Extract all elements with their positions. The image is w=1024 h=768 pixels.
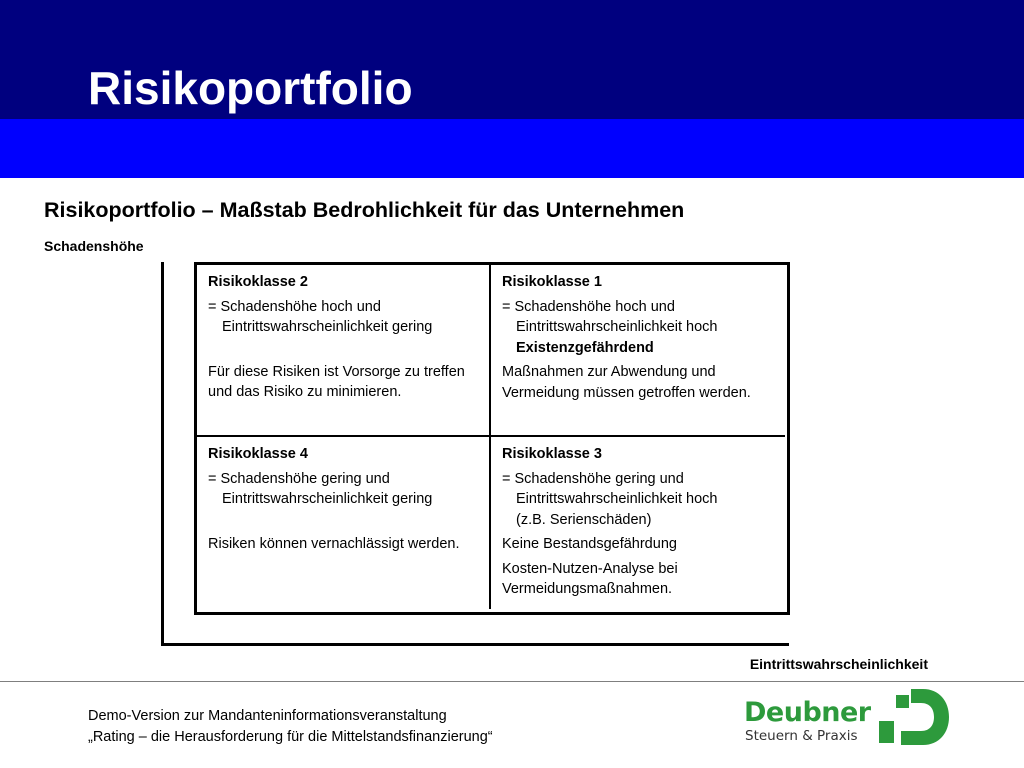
- risk-class-definition-cont: Eintrittswahrscheinlichkeit gering: [222, 491, 433, 507]
- logo-tagline: Steuern & Praxis: [745, 728, 858, 744]
- risk-class-1-cell: [491, 265, 785, 437]
- risk-class-definition-cont: Eintrittswahrscheinlichkeit gering: [222, 319, 433, 335]
- risk-class-title: Risikoklasse 4: [208, 446, 308, 462]
- deubner-logo: [744, 688, 954, 750]
- y-axis-label: Schadenshöhe: [44, 238, 144, 254]
- footer-divider: [0, 681, 1024, 682]
- x-axis-label: Eintrittswahrscheinlichkeit: [749, 656, 928, 672]
- risk-class-definition: = Schadenshöhe gering und: [208, 470, 390, 487]
- risk-class-description: Risiken können vernachlässigt werden.: [208, 535, 460, 552]
- risk-class-2-cell: [197, 265, 491, 437]
- risk-class-definition-cont: Eintrittswahrscheinlichkeit hoch: [516, 491, 718, 507]
- risk-class-example: (z.B. Serienschäden): [516, 511, 652, 528]
- risk-class-definition: = Schadenshöhe hoch und: [208, 298, 381, 315]
- risk-class-definition: = Schadenshöhe hoch und: [502, 298, 675, 315]
- risk-matrix: [194, 262, 790, 615]
- footer-text: [88, 706, 493, 748]
- footer-line-2: „Rating – die Herausforderung für die Mittelstandsfinanzierung“: [88, 729, 493, 745]
- footer-line-1: Demo-Version zur Mandanteninformationsveranstaltung: [88, 708, 447, 724]
- x-axis-line: [161, 643, 789, 646]
- header-accent-band: [0, 119, 1024, 178]
- slide-title: Risikoportfolio: [88, 62, 413, 114]
- risk-class-description: Keine Bestandsgefährdung: [502, 536, 677, 552]
- risk-class-description: Maßnahmen zur Abwendung und Vermeidung müssen getroffen werden.: [502, 364, 751, 401]
- logo-d-icon: [879, 689, 949, 745]
- slide-subtitle: Risikoportfolio – Maßstab Bedrohlichkeit für das Unternehmen: [44, 198, 685, 222]
- risk-class-4-cell: [197, 437, 491, 609]
- risk-class-title: Risikoklasse 1: [502, 274, 602, 290]
- risk-class-title: Risikoklasse 2: [208, 274, 308, 290]
- risk-class-emphasis: Existenzgefährdend: [516, 339, 654, 356]
- y-axis-line: [161, 262, 164, 646]
- risk-class-title: Risikoklasse 3: [502, 446, 602, 462]
- risk-class-3-cell: [491, 437, 785, 609]
- risk-class-description-2: Kosten-Nutzen-Analyse bei Vermeidungsmaßnahmen.: [502, 560, 678, 597]
- risk-class-description: Für diese Risiken ist Vorsorge zu treffen und das Risiko zu minimieren.: [208, 363, 465, 400]
- logo-wordmark: Deubner: [744, 697, 871, 728]
- risk-class-definition-cont: Eintrittswahrscheinlichkeit hoch: [516, 319, 718, 335]
- risk-class-definition: = Schadenshöhe gering und: [502, 470, 684, 487]
